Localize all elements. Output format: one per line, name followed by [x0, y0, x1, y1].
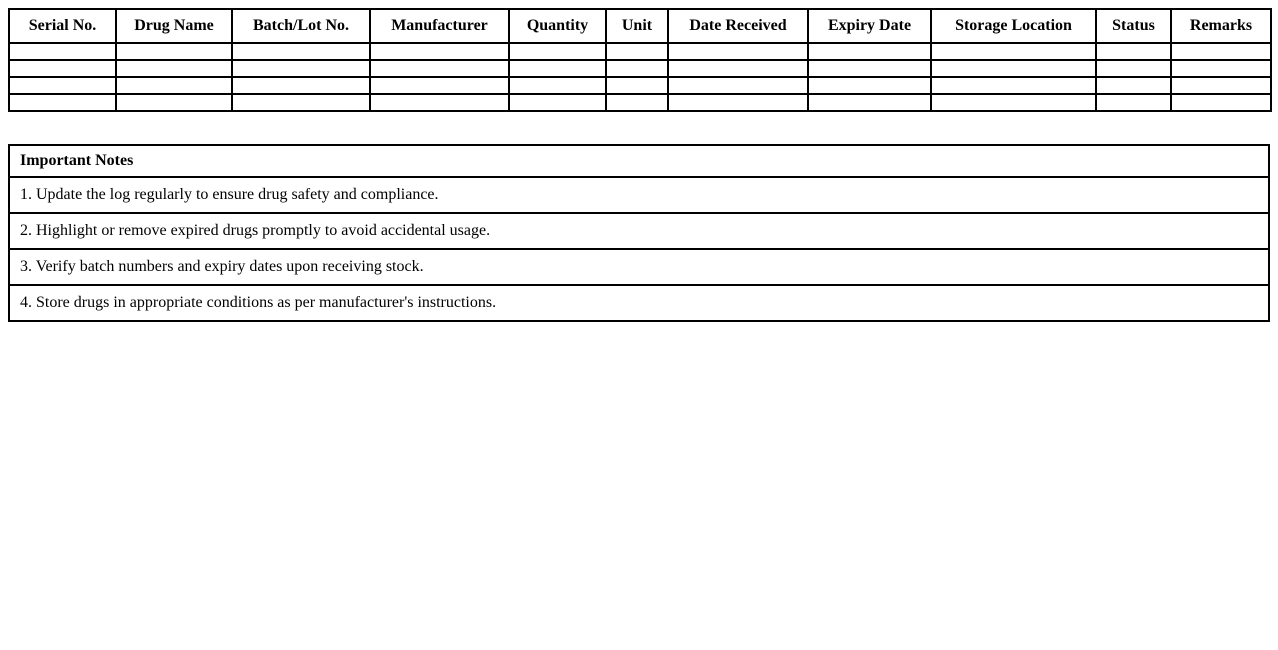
- column-header-remarks: Remarks: [1171, 9, 1271, 43]
- empty-cell: [1171, 77, 1271, 94]
- column-header-manufacturer: Manufacturer: [370, 9, 509, 43]
- column-header-quantity: Quantity: [509, 9, 606, 43]
- table-row: [9, 94, 1271, 111]
- note-item-1: 1. Update the log regularly to ensure drug safety and compliance.: [9, 177, 1269, 213]
- empty-cell: [9, 60, 116, 77]
- column-header-serial-no: Serial No.: [9, 9, 116, 43]
- empty-cell: [116, 43, 232, 60]
- empty-cell: [606, 77, 668, 94]
- empty-cell: [116, 77, 232, 94]
- empty-cell: [509, 60, 606, 77]
- empty-cell: [370, 60, 509, 77]
- empty-cell: [116, 60, 232, 77]
- note-row: [9, 285, 1269, 321]
- empty-cell: [370, 43, 509, 60]
- empty-cell: [1171, 60, 1271, 77]
- empty-cell: [931, 43, 1096, 60]
- empty-cell: [9, 43, 116, 60]
- empty-cell: [1096, 43, 1171, 60]
- empty-cell: [232, 77, 370, 94]
- drug-inventory-table: [8, 8, 1272, 112]
- empty-cell: [370, 94, 509, 111]
- empty-cell: [606, 94, 668, 111]
- empty-cell: [606, 43, 668, 60]
- important-notes-table: [8, 144, 1270, 322]
- column-header-batch-lot-no: Batch/Lot No.: [232, 9, 370, 43]
- note-row: [9, 249, 1269, 285]
- empty-cell: [509, 77, 606, 94]
- empty-cell: [1171, 94, 1271, 111]
- empty-cell: [606, 60, 668, 77]
- empty-cell: [9, 94, 116, 111]
- empty-cell: [232, 43, 370, 60]
- note-item-2: 2. Highlight or remove expired drugs promptly to avoid accidental usage.: [9, 213, 1269, 249]
- column-header-unit: Unit: [606, 9, 668, 43]
- empty-cell: [1096, 77, 1171, 94]
- column-header-date-received: Date Received: [668, 9, 808, 43]
- empty-cell: [232, 94, 370, 111]
- column-header-expiry-date: Expiry Date: [808, 9, 931, 43]
- empty-cell: [509, 94, 606, 111]
- empty-cell: [931, 77, 1096, 94]
- empty-cell: [116, 94, 232, 111]
- empty-cell: [808, 43, 931, 60]
- empty-cell: [808, 77, 931, 94]
- note-row: [9, 177, 1269, 213]
- notes-header: Important Notes: [9, 145, 1269, 177]
- table-row: [9, 43, 1271, 60]
- empty-cell: [808, 94, 931, 111]
- empty-cell: [931, 94, 1096, 111]
- table-row: [9, 77, 1271, 94]
- table-row: [9, 60, 1271, 77]
- empty-cell: [370, 77, 509, 94]
- empty-cell: [668, 94, 808, 111]
- empty-cell: [808, 60, 931, 77]
- note-item-3: 3. Verify batch numbers and expiry dates upon receiving stock.: [9, 249, 1269, 285]
- empty-cell: [1096, 60, 1171, 77]
- note-item-4: 4. Store drugs in appropriate conditions as per manufacturer's instructions.: [9, 285, 1269, 321]
- notes-header-row: [9, 145, 1269, 177]
- empty-cell: [232, 60, 370, 77]
- empty-cell: [668, 60, 808, 77]
- column-header-drug-name: Drug Name: [116, 9, 232, 43]
- note-row: [9, 213, 1269, 249]
- empty-cell: [1171, 43, 1271, 60]
- column-header-status: Status: [1096, 9, 1171, 43]
- empty-cell: [931, 60, 1096, 77]
- empty-cell: [1096, 94, 1171, 111]
- empty-cell: [9, 77, 116, 94]
- empty-cell: [509, 43, 606, 60]
- empty-cell: [668, 43, 808, 60]
- empty-cell: [668, 77, 808, 94]
- inventory-header-row: [9, 9, 1271, 43]
- column-header-storage-location: Storage Location: [931, 9, 1096, 43]
